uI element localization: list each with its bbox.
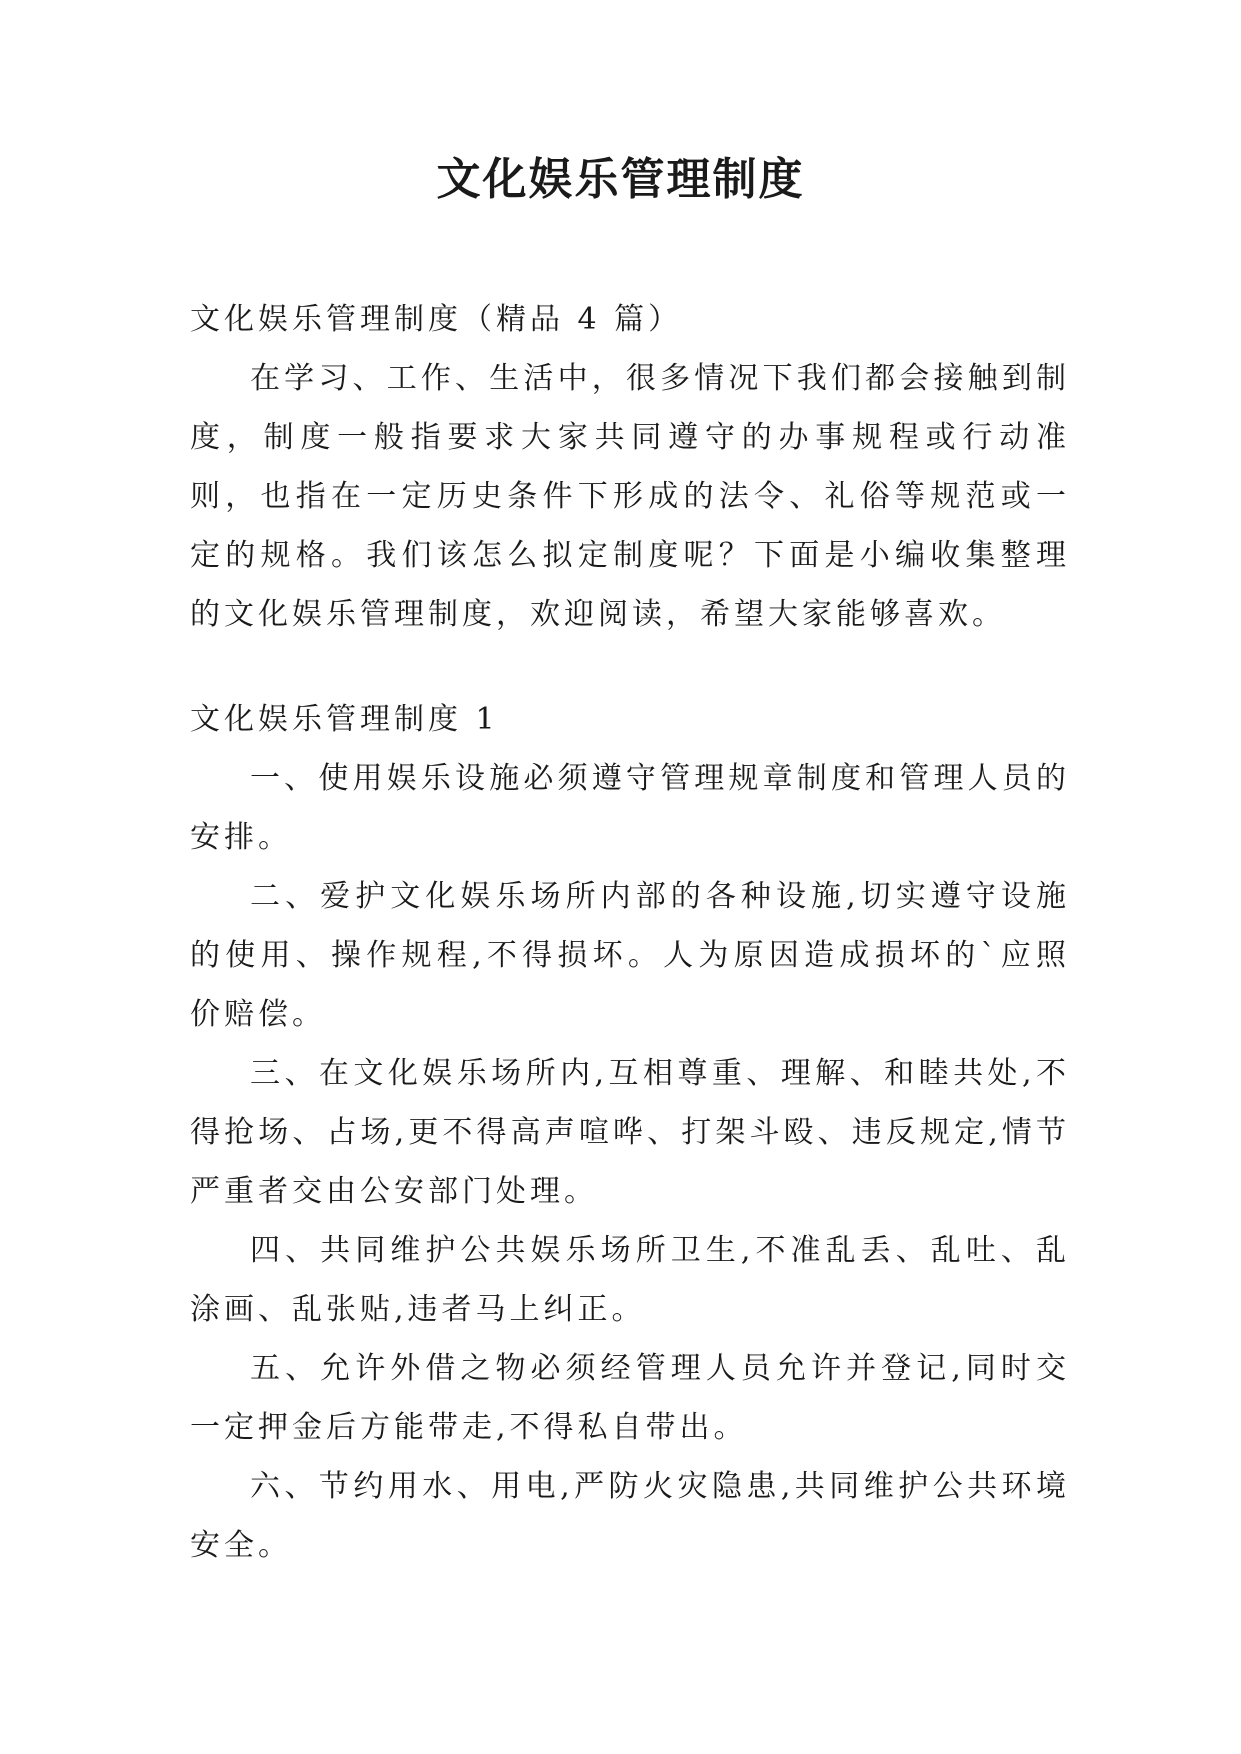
rule-item-4: 四、共同维护公共娱乐场所卫生,不准乱丢、乱吐、乱涂画、乱张贴,违者马上纠正。: [190, 1233, 1070, 1327]
document-subtitle: 文化娱乐管理制度（精品 4 篇）: [190, 302, 683, 337]
rule-item-2: 二、爱护文化娱乐场所内部的各种设施,切实遵守设施的使用、操作规程,不得损坏。人为原因造成损坏的`应照价赔偿。: [190, 879, 1070, 1032]
section-spacer: [190, 644, 1070, 690]
document-body: [190, 290, 1070, 1575]
rule-item-6: 六、节约用水、用电,严防火灾隐患,共同维护公共环境安全。: [190, 1469, 1070, 1563]
rule-item-3: 三、在文化娱乐场所内,互相尊重、理解、和睦共处,不得抢场、占场,更不得高声喧哗、打架斗殴、违反规定,情节严重者交由公安部门处理。: [190, 1056, 1070, 1209]
intro-paragraph: 在学习、工作、生活中，很多情况下我们都会接触到制度，制度一般指要求大家共同遵守的办事规程或行动准则，也指在一定历史条件下形成的法令、礼俗等规范或一定的规格。我们该怎么拟定制度呢？下面是小编收集整理的文化娱乐管理制度，欢迎阅读，希望大家能够喜欢。: [190, 361, 1070, 632]
section-heading: 文化娱乐管理制度 1: [190, 702, 499, 737]
rule-item-1: 一、使用娱乐设施必须遵守管理规章制度和管理人员的安排。: [190, 761, 1070, 855]
document-title: 文化娱乐管理制度: [436, 154, 805, 205]
rule-item-5: 五、允许外借之物必须经管理人员允许并登记,同时交一定押金后方能带走,不得私自带出。: [190, 1351, 1070, 1445]
